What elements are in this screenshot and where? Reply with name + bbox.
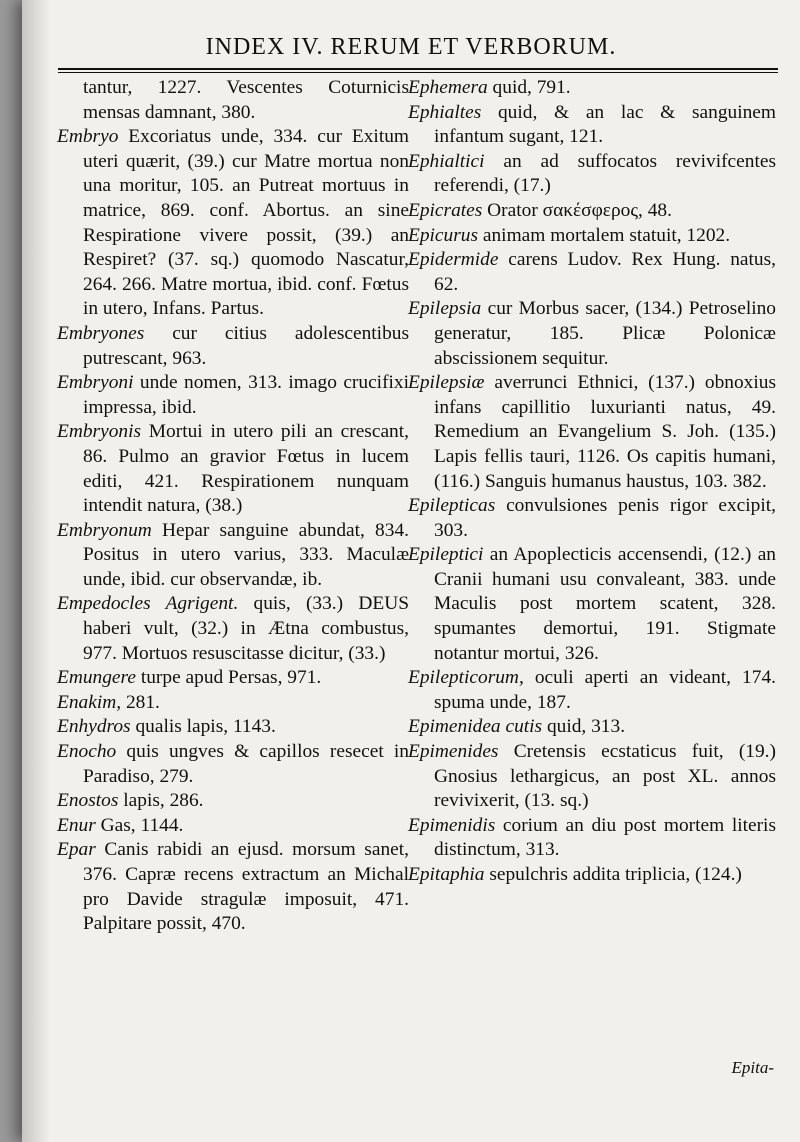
entry-headword: Epilepsia [408, 298, 482, 320]
entry-text: 281. [121, 691, 160, 713]
entry-text: cur citius adolescentibus putrescant, 963. [83, 322, 409, 369]
entry-headword: Empedocles Agrigent. [57, 593, 239, 615]
index-entry [408, 666, 776, 715]
index-entry [408, 543, 776, 666]
entry-text: averrunci Ethnici, (137.) obnoxius infans capillitio luxurianti natus, 49. Remedium an Evangelium S. Joh. (135.) Lapis fellis tauri, 1126. Os capitis humani, (116.) Sanguis humanus haustus, 103. 382. [434, 372, 776, 492]
entry-headword: Epilepsiæ [408, 372, 485, 394]
entry-headword: Epilepticorum, [408, 667, 524, 689]
index-entry [57, 519, 409, 593]
entry-text: lapis, 286. [118, 790, 204, 812]
index-entry [57, 322, 409, 371]
entry-headword: Epicurus [408, 224, 479, 246]
entry-headword: Embryones [57, 322, 145, 344]
book-page [22, 0, 800, 1142]
entry-headword: Enakim, [57, 691, 122, 713]
index-entry [408, 863, 776, 888]
entry-text: Hepar sanguine abundat, 834. Positus in utero varius, 333. Maculæ unde, ibid. cur observandæ, ib. [83, 519, 409, 590]
entry-text: Gas, 1144. [95, 814, 184, 836]
entry-headword: Emungere [57, 667, 136, 689]
entry-headword: Ephemera [408, 77, 488, 98]
entry-headword: Epidermide [408, 249, 499, 271]
index-entry [408, 76, 776, 101]
entry-text: sepulchris addita triplicia, (124.) [484, 864, 742, 885]
running-header: INDEX IV. RERUM ET VERBORUM. [205, 34, 617, 60]
index-entry [408, 740, 776, 814]
entry-text: quid, 313. [542, 716, 626, 738]
index-entry [57, 814, 409, 839]
index-entry [408, 199, 776, 224]
entry-headword: Epicrates [408, 199, 483, 221]
index-entry [408, 715, 776, 740]
entry-headword: Epimenidea cutis [408, 716, 543, 738]
entry-headword: Enostos [57, 790, 119, 812]
entry-headword: Ephialtes [408, 101, 482, 123]
index-entry [57, 666, 409, 691]
catchword: Epita- [731, 1058, 774, 1077]
entry-headword: Enur [57, 814, 96, 836]
entry-headword: Embryoni [57, 372, 134, 394]
index-entry [408, 297, 776, 371]
entry-headword: Epilepticas [408, 495, 496, 517]
index-entry [408, 371, 776, 494]
index-entry [408, 224, 776, 249]
index-entry [57, 715, 409, 740]
index-entry [408, 101, 776, 150]
entry-headword: Embryonis [57, 421, 142, 443]
index-entry [57, 371, 409, 420]
header-rule [58, 68, 778, 73]
entry-headword: Epileptici [408, 544, 484, 566]
entry-headword: Enocho [57, 741, 117, 763]
index-entry: tantur, 1227. Vescentes Coturnicis mensas damnant, 380. [83, 77, 409, 123]
index-entry [408, 814, 776, 863]
right-column [408, 76, 776, 888]
index-entry [57, 838, 409, 936]
index-entry [408, 248, 776, 297]
entry-text: quid, 791. [487, 77, 571, 98]
index-entry [57, 789, 409, 814]
entry-text: quis, (33.) DEUS haberi vult, (32.) in Ætna combustus, 977. Mortuos resuscitasse dicitur, (33.) [83, 593, 409, 664]
entry-text: an Apoplecticis accensendi, (12.) an Cranii humani usu convaleant, 383. unde Maculis post mortem scatent, 328. spumantes demortui, 191. Stigmate notantur mortui, 326. [434, 544, 776, 664]
index-entry [57, 125, 409, 322]
index-entry [57, 740, 409, 789]
entry-text: quid, & an lac & sanguinem infantum sugant, 121. [434, 101, 776, 148]
entry-text: quis ungves & capillos resecet in Paradiso, 279. [83, 741, 409, 787]
entry-text: Cretensis ecstaticus fuit, (19.) Gnosius lethargicus, an post XL. annos revivixerit, (13. sq.) [434, 741, 776, 812]
index-entry [57, 592, 409, 666]
entry-headword: Epitaphia [408, 864, 485, 885]
entry-text: Canis rabidi an ejusd. morsum sanet, 376. Capræ recens extractum an Michal pro Davide stragulæ imposuit, 471. Palpitare possit, 470. [83, 839, 409, 935]
entry-text: unde nomen, 313. imago crucifixi impressa, ibid. [83, 372, 409, 418]
entry-text: Excoriatus unde, 334. cur Exitum uteri quærit, (39.) cur Matre mortua non una moritur, 105. an Putreat mortuus in matrice, 869. conf. Abortus. an sine Respiratione vivere possit, (39.) an Respiret? (37. sq.) quomodo Nascatur, 264. 266. Matre mortua, ibid. conf. Fœtus in utero, Infans. Partus. [83, 126, 409, 320]
index-entry [408, 150, 776, 199]
entry-text: animam mortalem statuit, 1202. [478, 224, 731, 246]
entry-text: corium an diu post mortem literis distinctum, 313. [434, 814, 776, 861]
entry-headword: Epar [57, 839, 96, 861]
entry-text: turpe apud Persas, 971. [135, 667, 322, 689]
entry-text: Mortui in utero pili an crescant, 86. Pulmo an gravior Fœtus in lucem editi, 421. Respirationem nunquam intendit natura, (38.) [83, 421, 409, 517]
entry-headword: Epimenidis [408, 814, 496, 836]
entry-text: cur Morbus sacer, (134.) Petroselino generatur, 185. Plicæ Polonicæ abscissionem sequitur. [434, 298, 776, 369]
entry-text: oculi aperti an videant, 174. spuma unde, 187. [434, 667, 776, 713]
entry-text: an ad suffocatos revivifcentes referendi, (17.) [434, 150, 776, 197]
entry-text: carens Ludov. Rex Hung. natus, 62. [434, 249, 776, 295]
entry-text: convulsiones penis rigor excipit, 303. [434, 495, 776, 541]
entry-text: qualis lapis, 1143. [130, 716, 276, 738]
index-entry [408, 494, 776, 543]
entry-headword: Embryo [57, 126, 119, 148]
entry-headword: Embryonum [57, 519, 152, 541]
index-entry [57, 420, 409, 518]
entry-headword: Ephialtici [408, 150, 485, 172]
entry-text: Orator σακέσφερος, 48. [482, 199, 672, 221]
left-column [57, 76, 409, 937]
entry-headword: Epimenides [408, 741, 499, 763]
index-entry [57, 691, 409, 716]
entry-headword: Enhydros [57, 716, 131, 738]
